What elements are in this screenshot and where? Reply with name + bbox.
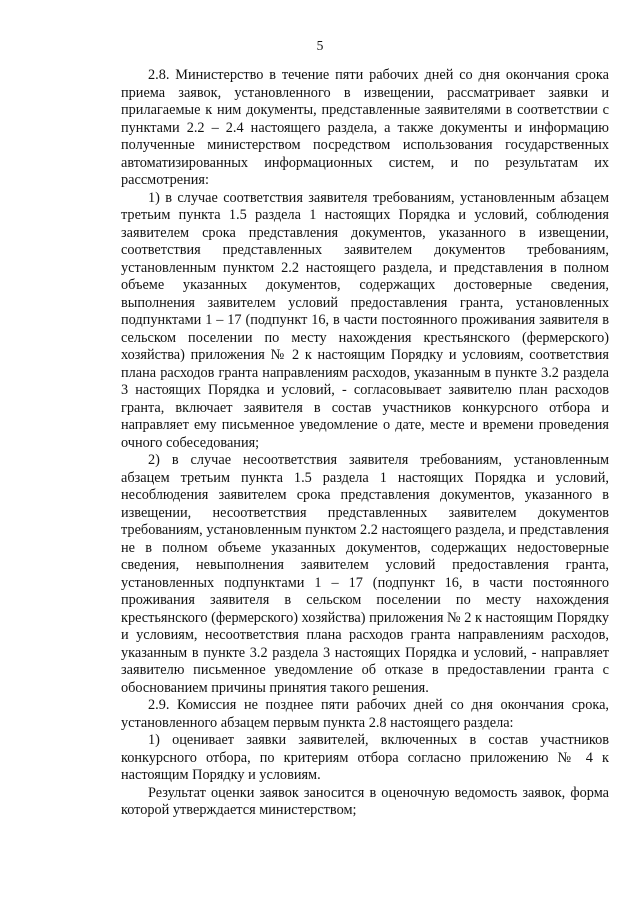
paragraph-evaluation-result: Результат оценки заявок заносится в оценочную ведомость заявок, форма которой утверждается министерством; (121, 784, 609, 818)
paragraph-2-9: 2.9. Комиссия не позднее пяти рабочих дней со дня окончания срока, установленного абзацем первым пункта 2.8 настоящего раздела: (121, 697, 609, 731)
paragraph-2-8: 2.8. Министерство в течение пяти рабочих дней со дня окончания срока приема заявок, установленного в извещении, рассматривает заявки и прилагаемые к ним документы, представленные заявителями в соответствии с пунктами 2.2 – 2.4 настоящего раздела, а также документы и информацию полученные министерством посредством использования государственных автоматизированных информационных систем, и по результатам их рассмотрения: (121, 67, 609, 188)
page-number: 5 (316, 38, 324, 53)
paragraph-2-9-item-1: 1) оценивает заявки заявителей, включенных в состав участников конкурсного отбора, по критериям отбора согласно приложению № 4 к настоящим Порядку и условиям. (121, 732, 609, 783)
paragraph-2-8-item-1: 1) в случае соответствия заявителя требованиям, установленным абзацем третьим пункта 1.5 раздела 1 настоящих Порядка и условий, соблюдения заявителем срока представления документов, указанного в извещении, соответствия представленных заявителем документов требованиям, установленным пунктом 2.2 настоящего раздела, и представления в полном объеме указанных документов, содержащих достоверные сведения, выполнения заявителем условий предоставления гранта, установленных подпунктами 1 – 17 (подпункт 16, в части постоянного проживания заявителя в сельском поселении по месту нахождения крестьянского (фермерского) хозяйства) приложения № 2 к настоящим Порядку и условиям, соответствия плана расходов гранта направлениям расходов, указанным в пункте 3.2 раздела 3 настоящих Порядка и условий, - согласовывает заявителю план расходов гранта, включает заявителя в состав участников конкурсного отбора и направляет ему письменное уведомление о дате, месте и времени проведения очного собеседования; (121, 189, 609, 451)
paragraph-2-8-item-2: 2) в случае несоответствия заявителя требованиям, установленным абзацем третьим пункта 1.5 раздела 1 настоящих Порядка и условий, несоблюдения заявителем срока представления документов, указанного в извещении, несоответствия представленных заявителем документов требованиям, установленным пунктом 2.2 настоящего раздела, и представления не в полном объеме указанных документов, содержащих недостоверные сведения, невыполнения заявителем условий предоставления гранта, установленных подпунктами 1 – 17 (подпункт 16, в части постоянного проживания заявителя в сельском поселении по месту нахождения крестьянского (фермерского) хозяйства) приложения № 2 к настоящим Порядку и условиям, несоответствия плана расходов гранта направлениям расходов, указанным в пункте 3.2 раздела 3 настоящих Порядка и условий, - направляет заявителю письменное уведомление об отказе в предоставлении гранта с обоснованием причины принятия такого решения. (121, 452, 609, 696)
document-body (121, 67, 609, 820)
